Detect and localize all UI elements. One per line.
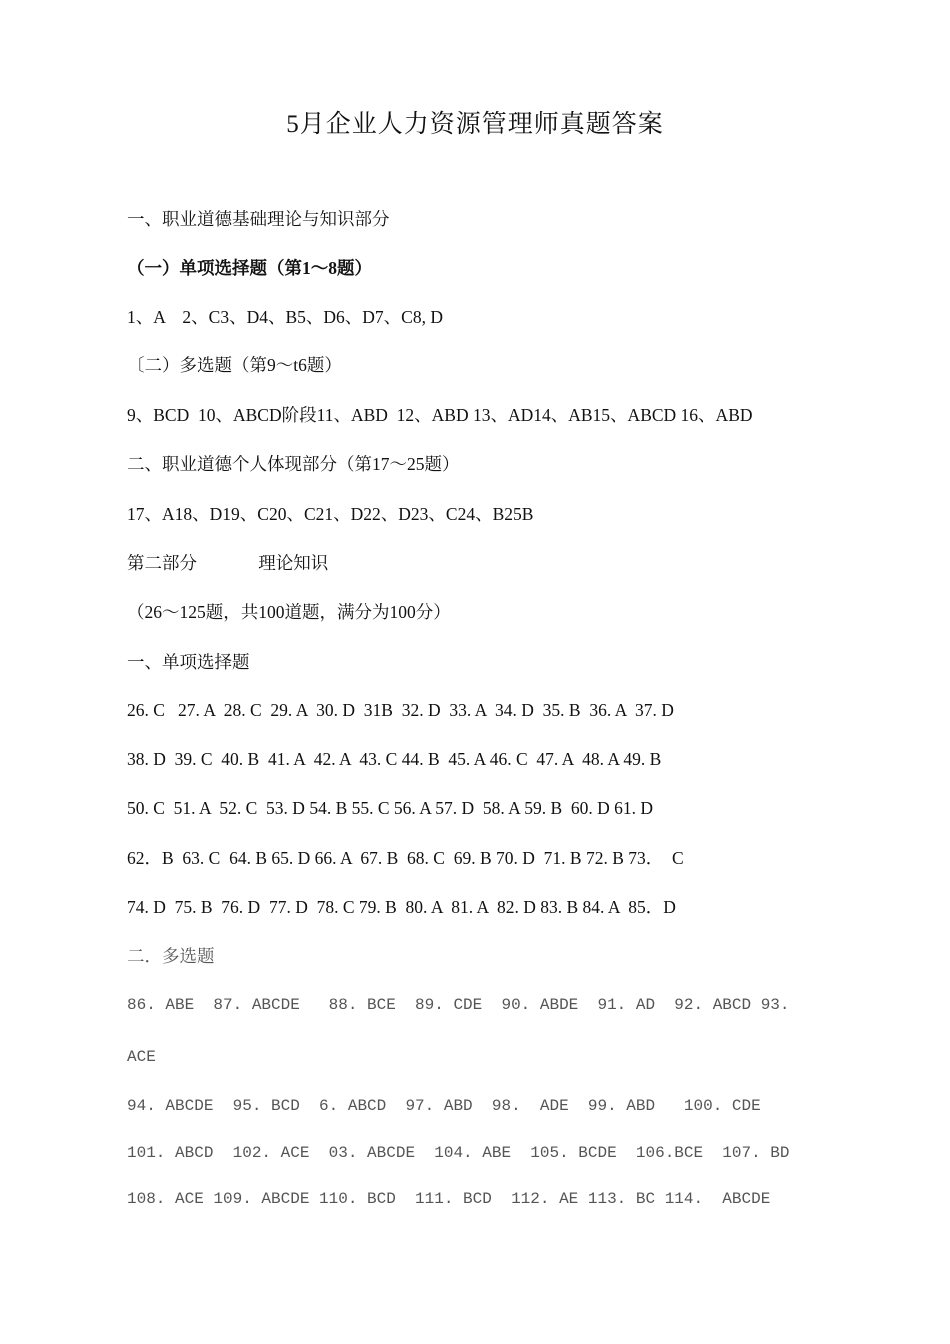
answer-line-62-73: 62．B 63. C 64. B 65. D 66. A 67. B 68. C 69. B 70. D 71. B 72. B 73． C — [127, 848, 684, 868]
answer-line-93-continued: ACE — [127, 1048, 156, 1066]
answer-line-108-114: 108. ACE 109. ABCDE 110. BCD 111. BCD 112. AE 113. BC 114. ABCDE — [127, 1190, 771, 1208]
document-title: 5月企业人力资源管理师真题答案 — [286, 111, 664, 138]
answer-line-101-107: 101. ABCD 102. ACE 03. ABCDE 104. ABE 105. BCDE 106.BCE 107. BD — [127, 1144, 790, 1162]
part-two-note: （26～125题，共100道题，满分为100分） — [127, 602, 451, 622]
answer-line-9-16: 9、BCD 10、ABCD阶段11、ABD 12、ABD 13、AD14、AB15、ABCD 16、ABD — [127, 405, 753, 425]
answer-line-50-61: 50. C 51. A 52. C 53. D 54. B 55. C 56. A 57. D 58. A 59. B 60. D 61. D — [127, 798, 654, 818]
answer-line-26-37: 26. C 27. A 28. C 29. A 30. D 31B 32. D 33. A 34. D 35. B 36. A 37. D — [127, 700, 674, 720]
answer-line-94-100: 94. ABCDE 95. BCD 6. ABCD 97. ABD 98. ADE 99. ABD 100. CDE — [127, 1097, 761, 1115]
subsection-heading-multi-choice: 〔二）多选题（第9～t6题） — [127, 355, 342, 375]
section-heading-ethics-theory: 一、职业道德基础理论与知识部分 — [127, 209, 390, 229]
answer-line-38-49: 38. D 39. C 40. B 41. A 42. A 43. C 44. B 45. A 46. C 47. A 48. A 49. B — [127, 749, 662, 769]
answer-line-86-93: 86. ABE 87. ABCDE 88. BCE 89. CDE 90. ABDE 91. AD 92. ABCD 93. — [127, 996, 790, 1014]
part-two-heading: 第二部分 理论知识 — [127, 553, 329, 573]
answer-line-17-25: 17、A18、D19、C20、C21、D22、D23、C24、B25B — [127, 504, 534, 524]
answer-line-1-8: 1、A 2、C3、D4、B5、D6、D7、C8, D — [127, 307, 443, 327]
answer-line-74-85: 74. D 75. B 76. D 77. D 78. C 79. B 80. A 81. A 82. D 83. B 84. A 85．D — [127, 897, 676, 917]
subsection-heading-single-choice: （一）单项选择题（第1～8题） — [127, 258, 372, 278]
section-heading-multi-choice: 二．多选题 — [127, 946, 215, 966]
section-heading-single-choice: 一、单项选择题 — [127, 652, 250, 672]
section-heading-ethics-personal: 二、职业道德个人体现部分（第17～25题） — [127, 454, 460, 474]
